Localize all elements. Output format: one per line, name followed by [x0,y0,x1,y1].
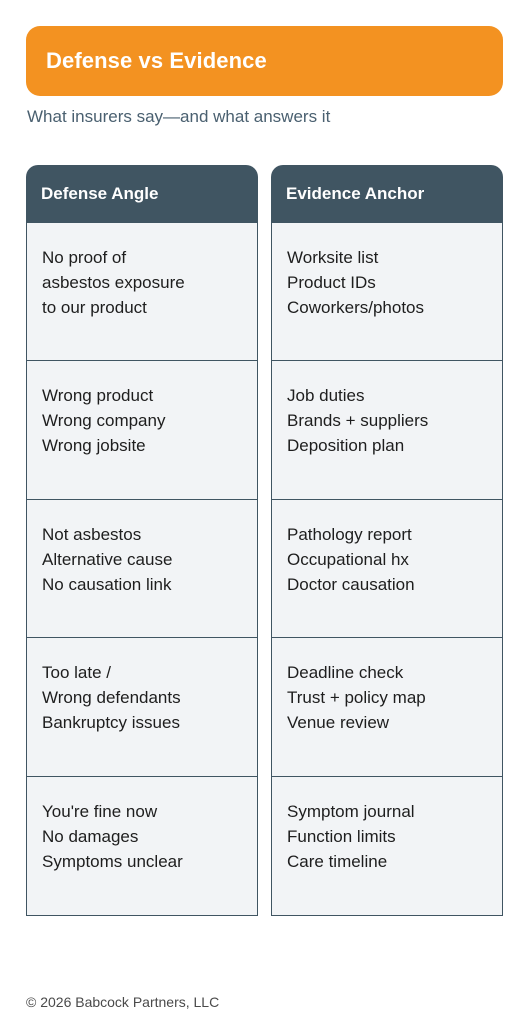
table-cell [26,776,258,916]
cell-line: Not asbestos [42,524,142,544]
cell-line: Doctor causation [287,574,415,594]
cell-line: Deadline check [287,663,404,682]
cell-line: You're fine now [42,801,158,821]
cell-line: Brands + suppliers [287,411,429,430]
cell-line: Care timeline [287,851,388,871]
cell-line: Wrong jobsite [42,436,146,455]
cell-line: Symptoms unclear [42,851,183,871]
column-header-evidence: Evidence Anchor [271,165,503,222]
table-cell [26,222,258,362]
table-cell [26,499,258,639]
column-header-defense: Defense Angle [26,165,258,222]
cell-line: No causation link [42,574,172,594]
cell-line: to our product [42,297,147,317]
cell-line: Bankruptcy issues [42,713,180,732]
table-cell [271,637,503,777]
table-cell [26,360,258,500]
page-title: Defense vs Evidence [46,48,267,73]
cell-line: Job duties [287,386,365,405]
table-cell [271,499,503,639]
title-banner [26,26,503,96]
cell-line: No damages [42,826,139,846]
cell-line: Venue review [287,713,390,732]
cell-line: Pathology report [287,524,412,544]
cell-line: asbestos exposure [42,272,185,292]
cell-line: Alternative cause [42,549,173,569]
table-cell [271,776,503,916]
cell-line: Wrong defendants [42,688,181,707]
defense-angle-column [26,165,258,916]
cell-line: Product IDs [287,272,376,292]
cell-line: Occupational hx [287,549,409,569]
cell-line: Symptom journal [287,801,415,821]
copyright-footer: © 2026 Babcock Partners, LLC [26,994,220,1010]
cell-line: Wrong product [42,386,154,405]
cell-line: No proof of [42,247,127,267]
cell-line: Too late / [42,663,111,682]
cell-line: Deposition plan [287,436,405,455]
table-cell [26,637,258,777]
evidence-anchor-column [271,165,503,916]
table-cell [271,222,503,362]
cell-line: Wrong company [42,411,166,430]
cell-line: Worksite list [287,247,379,267]
page-subtitle: What insurers say—and what answers it [27,107,331,126]
cell-line: Function limits [287,826,396,846]
cell-line: Trust + policy map [287,688,426,707]
cell-line: Coworkers/photos [287,297,425,317]
table-cell [271,360,503,500]
